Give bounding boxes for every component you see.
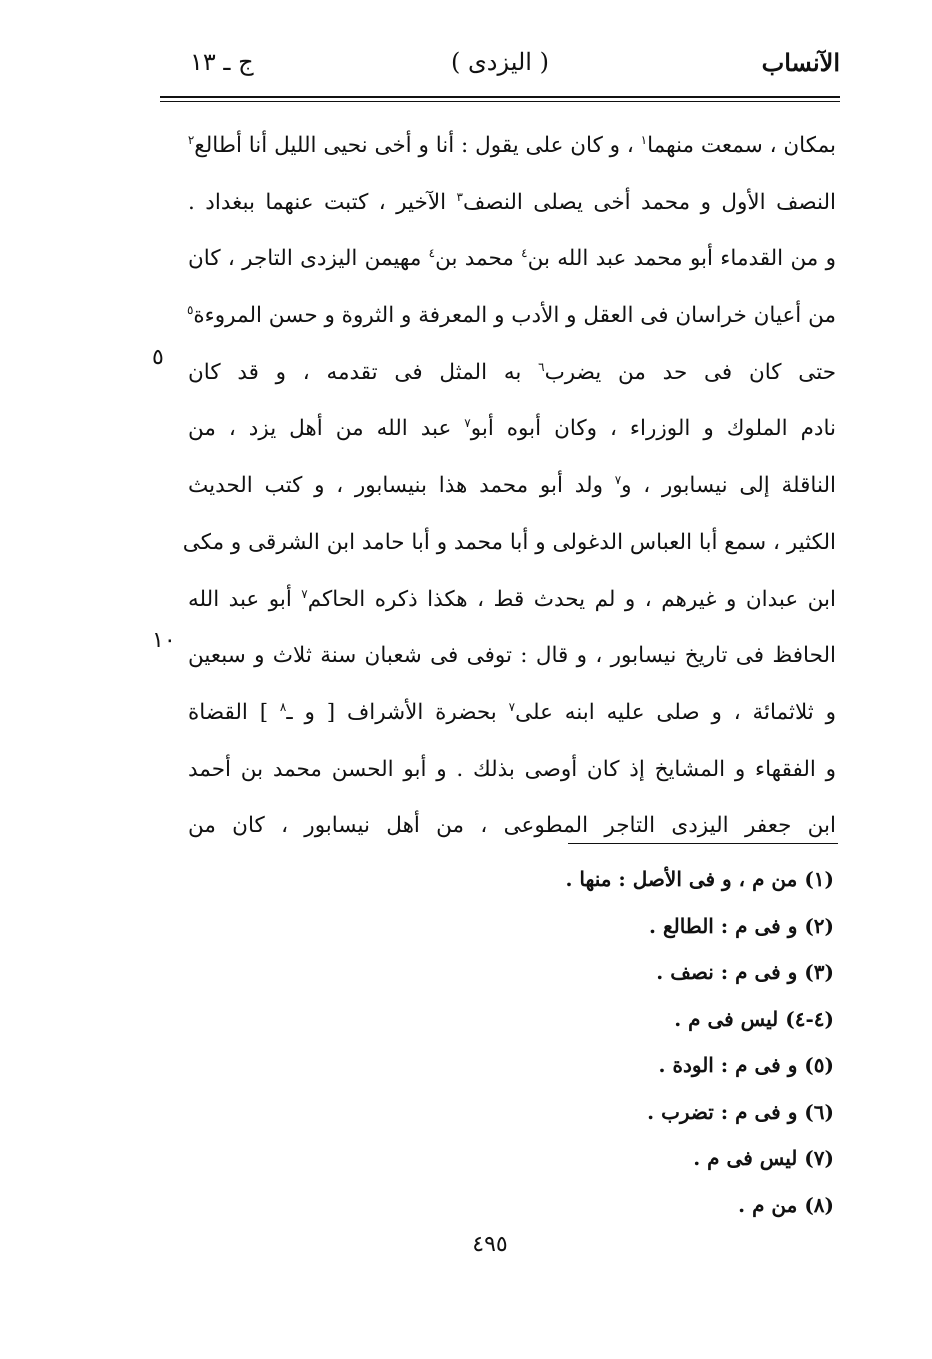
text-line: الحافظ فى تاريخ نيسابور ، و قال : توفى فى شعبان سنة ثلاث و سبعين	[188, 643, 836, 669]
footnotes	[414, 856, 834, 1228]
footnote-3: (٣) و فى م : نصف .	[656, 960, 834, 984]
footnote-8: (٨) من م .	[738, 1192, 834, 1217]
text-line: و من القدماء أبو محمد عبد الله بن$^٤$ محمد بن$^٤$ مهيمن اليزدى التاجر ، كان	[188, 246, 836, 272]
footnote-5: (٥) و فى م : الودة .	[658, 1053, 834, 1077]
running-header	[160, 48, 840, 96]
text-line: ابن جعفر اليزدى التاجر المطوعى ، من أهل نيسابور ، كان من	[188, 813, 836, 839]
text-line: الكثير ، سمع أبا العباس الدغولى و أبا محمد و أبا حامد ابن الشرقى و مكى	[182, 529, 836, 555]
line-number-5: ٥	[152, 345, 164, 370]
text-line: نادم الملوك و الوزراء ، وكان أبوه أبو$^٧$ عبد الله من أهل يزد ، من	[188, 416, 836, 442]
text-line: النصف الأول و محمد أخى يصلى النصف$^٣$ الآخير ، كتبت عنهما ببغداد .	[188, 189, 836, 215]
header-rule-thin	[160, 101, 840, 102]
text-line: و الفقهاء و المشايخ إذ كان أوصى بذلك . و أبو الحسن محمد بن أحمد	[188, 756, 836, 782]
text-line: حتى كان فى حد من يضرب$^٦$ به المثل فى تقدمه ، و قد كان	[188, 359, 836, 385]
header-entry-title: ( اليزدى )	[451, 48, 549, 76]
footnote-separator	[568, 843, 838, 844]
main-text	[182, 118, 836, 855]
footnote-7: (٧) ليس فى م .	[693, 1146, 834, 1170]
header-rule-thick	[160, 96, 840, 98]
line-number-10: ١٠	[152, 628, 176, 653]
text-line: بمكان ، سمعت منهما$^١$ ، و كان على يقول : أنا و أخى نحيى الليل أنا أطالع$^٢$	[187, 132, 836, 158]
footnote-2: (٢) و فى م : الطالع .	[649, 913, 834, 938]
page-number: ٤٩٥	[472, 1232, 508, 1257]
text-line: ابن عبدان و غيرهم ، و لم يحدث قط ، هكذا ذكره الحاكم$^٧$ أبو عبد الله	[188, 586, 836, 612]
footnote-1: (١) من م ، و فى الأصل : منها .	[565, 867, 834, 891]
text-line: الناقلة إلى نيسابور ، و$^٧$ ولد أبو محمد هذا بنيسابور ، و كتب الحديث	[188, 472, 836, 499]
header-volume: ج ـ ١٣	[190, 48, 254, 76]
footnote-6: (٦) و فى م : تضرب .	[647, 1099, 834, 1124]
text-line: و ثلاثمائة ، و صلى عليه ابنه على$^٧$ بحضرة الأشراف [ و ـ$^٨$ ] القضاة	[188, 699, 836, 725]
footnote-4: (٤-٤) ليس فى م .	[674, 1006, 834, 1031]
header-book-title: الآنساب	[761, 48, 840, 77]
text-line: من أعيان خراسان فى العقل و الأدب و المعرفة و الثروة و حسن المروءة$^٥$	[186, 302, 836, 329]
